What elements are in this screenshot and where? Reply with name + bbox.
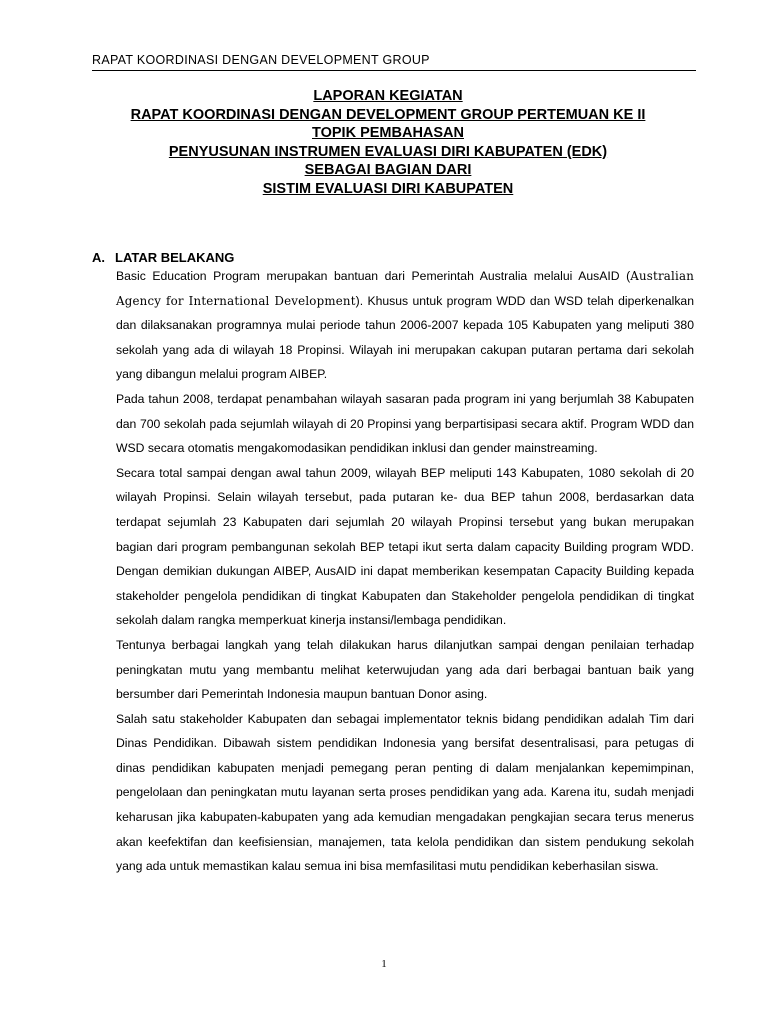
paragraph: Salah satu stakeholder Kabupaten dan sebagai implementator teknis bidang pendidikan adalah Tim dari Dinas Pendidikan. Dibawah sistem pendidikan Indonesia yang bersifat desentralisasi, para petugas di dinas pendidikan kabupaten menjadi pemegang peran penting di dalam menjalankan kepemimpinan, pengelolaan dan peningkatan mutu layanan serta proses pendidikan yang ada. Karena itu, sudah menjadi keharusan jika kabupaten-kabupaten yang ada kemudian mengadakan pengkajian secara terus menerus akan keefektifan dan keefisiensian, manajemen, tata kelola pendidikan dan sistem pendukung sekolah yang ada untuk memastikan kalau semua ini bisa memfasilitasi mutu pendidikan keberhasilan siswa. bbox=[116, 711, 694, 874]
paragraph bbox=[116, 264, 694, 387]
document-title bbox=[80, 87, 696, 199]
page-number: 1 bbox=[381, 958, 387, 970]
title-line-6: SISTIM EVALUASI DIRI KABUPATEN bbox=[262, 180, 514, 197]
title-line-2: RAPAT KOORDINASI DENGAN DEVELOPMENT GROUP PERTEMUAN KE II bbox=[130, 106, 646, 123]
paragraph: Pada tahun 2008, terdapat penambahan wilayah sasaran pada program ini yang berjumlah 38 Kabupaten dan 700 sekolah pada sejumlah wilayah di 20 Propinsi yang berpartisipasi secara aktif. Program WDD dan WSD secara otomatis mengakomodasikan pendidikan inklusi dan gender mainstreaming. bbox=[116, 391, 694, 456]
paragraph: Secara total sampai dengan awal tahun 2009, wilayah BEP meliputi 143 Kabupaten, 1080 sekolah di 20 wilayah Propinsi. Selain wilayah tersebut, pada putaran ke- dua BEP tahun 2008, berdasarkan data terdapat sejumlah 23 Kabupaten dari sejumlah 20 wilayah Propinsi tersebut yang bukan merupakan bagian dari program pembangunan sekolah BEP tetapi ikut serta dalam capacity Building program WDD. Dengan demikian dukungan AIBEP, AusAID ini dapat memberikan kesempatan Capacity Building kepada stakeholder pengelola pendidikan di tingkat Kabupaten dan Stakeholder pengelola pendidikan di tingkat sekolah dalam rangka memperkuat kinerja instansi/lembaga pendidikan. bbox=[116, 465, 694, 628]
paragraph: Tentunya berbagai langkah yang telah dilakukan harus dilanjutkan sampai dengan penilaian terhadap peningkatan mutu yang membantu melihat keterwujudan yang ada dari berbagai bantuan baik yang bersumber dari Pemerintah Indonesia maupun bantuan Donor asing. bbox=[116, 637, 694, 702]
paragraph-1-end: ). Khusus untuk program WDD dan WSD telah diperkenalkan dan dilaksanakan programnya mulai periode tahun 2006-2007 kepada 105 Kabupaten yang meliputi 380 sekolah yang ada di wilayah 18 Propinsi. Wilayah ini merupakan cakupan putaran pertama dari sekolah yang dibangun melalui program AIBEP. bbox=[116, 293, 694, 382]
section-heading bbox=[92, 250, 234, 265]
running-header: RAPAT KOORDINASI DENGAN DEVELOPMENT GROUP bbox=[92, 51, 696, 71]
title-line-5: SEBAGAI BAGIAN DARI bbox=[304, 162, 472, 179]
paragraph-1-start: Basic Education Program merupakan bantuan dari Pemerintah Australia melalui AusAID ( bbox=[116, 269, 631, 283]
agency-name: Australian Agency for International Development bbox=[116, 269, 694, 308]
title-line-3: TOPIK PEMBAHASAN bbox=[312, 125, 464, 142]
section-letter: A. bbox=[92, 250, 105, 265]
title-line-1: LAPORAN KEGIATAN bbox=[313, 88, 463, 104]
title-line-4: PENYUSUNAN INSTRUMEN EVALUASI DIRI KABUPATEN (EDK) bbox=[168, 143, 608, 160]
body-text bbox=[116, 264, 694, 879]
section-title: LATAR BELAKANG bbox=[115, 250, 235, 265]
